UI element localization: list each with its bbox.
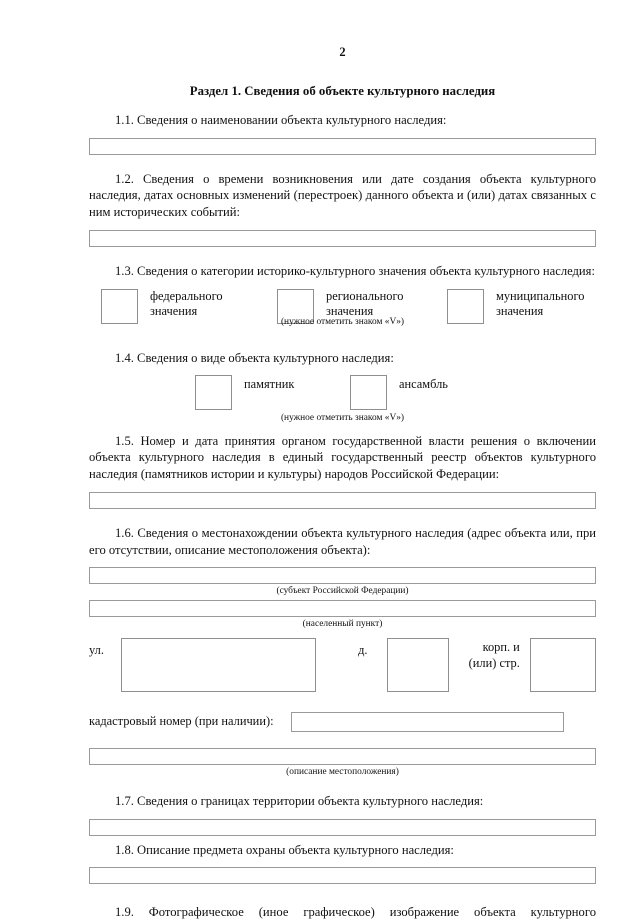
item-1-6-description-input[interactable] <box>89 748 596 765</box>
street-label: ул. <box>89 642 104 657</box>
item-1-8-heading: 1.8. Описание предмета охраны объекта культурного наследия: <box>115 842 454 857</box>
building-label-line1: корп. и <box>482 639 520 654</box>
item-1-6-subject-input[interactable] <box>89 567 596 584</box>
option-ensemble[interactable] <box>350 375 448 410</box>
item-1-7-input[interactable] <box>89 819 596 836</box>
option-federal-label <box>150 289 223 321</box>
item-1-6-heading: 1.6. Сведения о местонахождении объекта культурного наследия (адрес объекта или, при его отсутствии, описание местоположения объекта): <box>89 525 596 557</box>
item-1-6-locality-input[interactable] <box>89 600 596 617</box>
item-1-9-heading: 1.9. Фотографическое (иное графическое) изображение объекта культурного <box>115 905 596 920</box>
item-1-6-address-row <box>89 638 596 692</box>
street-input[interactable] <box>121 638 317 692</box>
item-1-6-cadastral-row <box>89 712 596 732</box>
building-label <box>449 638 530 672</box>
option-municipal-label-line1: муниципального <box>496 288 585 303</box>
checkbox-monument[interactable] <box>195 375 232 410</box>
option-regional-label-line2: значения <box>326 304 374 319</box>
item-1-1-input[interactable] <box>89 138 596 155</box>
item-1-4-note: (нужное отметить знаком «V») <box>280 413 405 424</box>
building-input[interactable] <box>530 638 596 692</box>
item-1-4-options <box>89 375 596 410</box>
option-municipal-label <box>496 289 584 321</box>
item-1-3-heading: 1.3. Сведения о категории историко-культурного значения объекта культурного наследия: <box>115 263 595 278</box>
checkbox-federal[interactable] <box>101 289 138 324</box>
option-federal-label-line1: федерального <box>150 288 223 303</box>
section-title: Раздел 1. Сведения об объекте культурного наследия <box>189 83 496 98</box>
cadastral-input[interactable] <box>291 712 564 732</box>
item-1-5-heading: 1.5. Номер и дата принятия органом государственной власти решения о включении объекта культурного наследия в единый государственный реестр объектов культурного наследия (памятников истории и культуры) народов Российской Федерации: <box>89 433 596 482</box>
option-federal-label-line2: значения <box>150 304 198 319</box>
option-municipal-label-line2: значения <box>496 304 544 319</box>
item-1-5-input[interactable] <box>89 492 596 509</box>
item-1-6-locality-caption: (населенный пункт) <box>302 618 383 629</box>
item-1-2-input[interactable] <box>89 230 596 247</box>
house-label: д. <box>358 642 368 657</box>
cadastral-label: кадастровый номер (при наличии): <box>89 714 274 729</box>
item-1-6-subject-caption: (субъект Российской Федерации) <box>276 586 409 597</box>
item-1-4-heading: 1.4. Сведения о виде объекта культурного наследия: <box>115 350 394 365</box>
checkbox-municipal[interactable] <box>447 289 484 324</box>
house-input[interactable] <box>387 638 448 692</box>
item-1-1-heading: 1.1. Сведения о наименовании объекта культурного наследия: <box>115 112 447 127</box>
page-number: 2 <box>339 45 346 59</box>
item-1-8-input[interactable] <box>89 867 596 884</box>
option-municipal[interactable] <box>447 289 584 324</box>
option-monument-label: памятник <box>244 377 295 392</box>
option-ensemble-label: ансамбль <box>399 377 448 392</box>
option-monument[interactable] <box>195 375 350 410</box>
page-content <box>89 0 596 921</box>
building-label-line2: (или) стр. <box>468 655 520 670</box>
option-regional-label-line1: регионального <box>326 288 404 303</box>
option-federal[interactable] <box>101 289 277 324</box>
item-1-3-note: (нужное отметить знаком «V») <box>280 316 405 327</box>
item-1-2-heading: 1.2. Сведения о времени возникновения или дате создания объекта культурного наследия, датах основных изменений (перестроек) данного объекта и (или) датах связанных с ним исторических событий: <box>89 171 596 220</box>
checkbox-ensemble[interactable] <box>350 375 387 410</box>
item-1-6-description-caption: (описание местоположения) <box>286 766 399 777</box>
item-1-7-heading: 1.7. Сведения о границах территории объекта культурного наследия: <box>115 794 484 809</box>
